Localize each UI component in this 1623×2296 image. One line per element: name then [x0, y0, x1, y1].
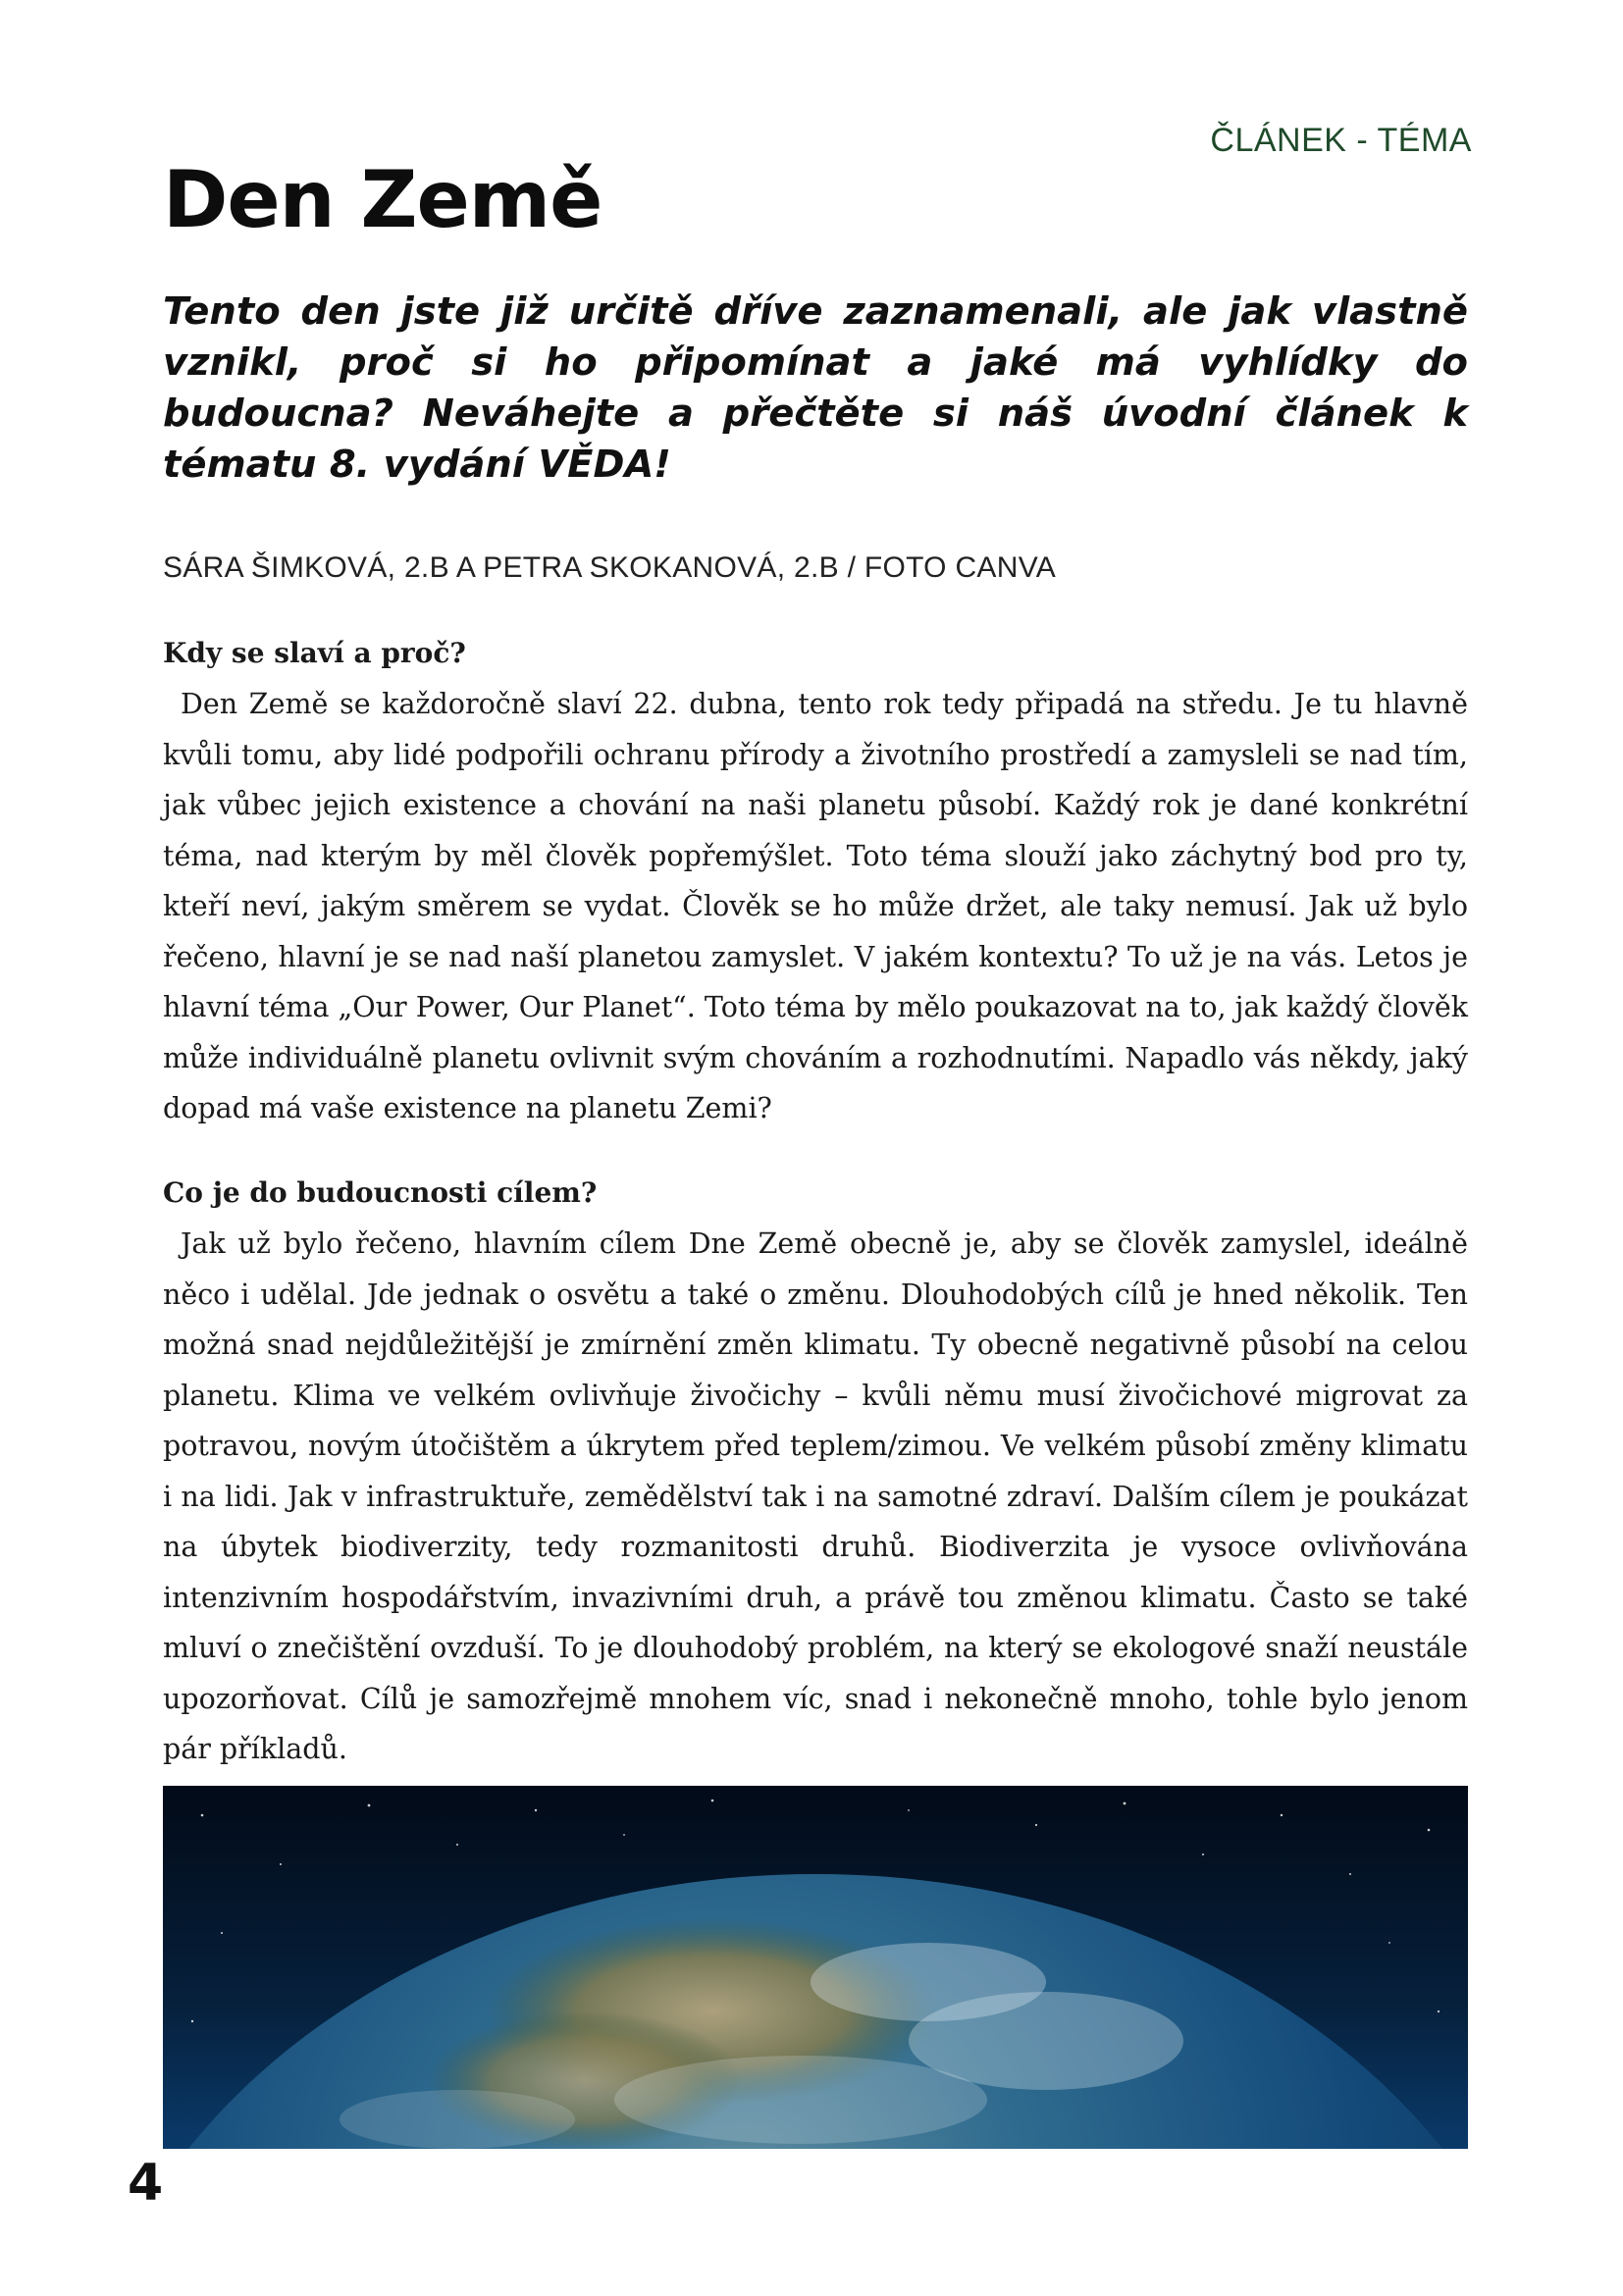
earth-illustration — [163, 1786, 1468, 2149]
article-lead: Tento den jste již určitě dříve zaznamenali, ale jak vlastně vznikl, proč si ho připomínat a jaké má vyhlídky do budoucna? Neváhejte a přečtěte si náš úvodní článek k tématu 8. vydání VĚDA! — [163, 289, 1468, 487]
section-heading: Kdy se slaví a proč? — [163, 637, 466, 669]
article-section-2 — [163, 1168, 1468, 1775]
article-byline: SÁRA ŠIMKOVÁ, 2.B A PETRA SKOKANOVÁ, 2.B / FOTO CANVA — [163, 551, 1057, 584]
section-body: Den Země se každoročně slaví 22. dubna, tento rok tedy připadá na středu. Je tu hlavně kvůli tomu, aby lidé podpořili ochranu přírody a životního prostředí a zamysleli se nad tím, jak vůbec jejich existence a chování na naši planetu působí. Každý rok je dané konkrétní téma, nad kterým by měl člověk popřemýšlet. Toto téma slouží jako záchytný bod pro ty, kteří neví, jakým směrem se vydat. Člověk se ho může držet, ale taky nemusí. Jak už bylo řečeno, hlavní je se nad naší planetou zamyslet. V jakém kontextu? To už je na vás. Letos je hlavní téma „Our Power, Our Planet“. Toto téma by mělo poukazovat na to, jak každý člověk může individuálně planetu ovlivnit svým chováním a rozhodnutími. Napadlo vás někdy, jaký dopad má vaše existence na planetu Zemi? — [163, 688, 1468, 1124]
section-heading: Co je do budoucnosti cílem? — [163, 1176, 598, 1209]
article-title: Den Země — [163, 154, 602, 245]
article-section-1 — [163, 628, 1468, 1134]
page-number: 4 — [128, 2154, 164, 2213]
section-tag: ČLÁNEK - TÉMA — [1210, 122, 1472, 159]
section-body: Jak už bylo řečeno, hlavním cílem Dne Země obecně je, aby se člověk zamyslel, ideálně něco i udělal. Jde jednak o osvětu a také o změnu. Dlouhodobých cílů je hned několik. Ten možná snad nejdůležitější je zmírnění změn klimatu. Ty obecně negativně působí na celou planetu. Klima ve velkém ovlivňuje živočichy – kvůli němu musí živočichové migrovat za potravou, novým útočištěm a úkrytem před teplem/zimou. Ve velkém působí změny klimatu i na lidi. Jak v infrastruktuře, zemědělství tak i na samotné zdraví. Dalším cílem je poukázat na úbytek biodiverzity, tedy rozmanitosti druhů. Biodiverzita je vysoce ovlivňována intenzivním hospodářstvím, invazivními druh, a právě tou změnou klimatu. Často se také mluví o znečištění ovzduší. To je dlouhodobý problém, na který se ekologové snaží neustále upozorňovat. Cílů je samozřejmě mnohem víc, snad i nekonečně mnoho, tohle bylo jenom pár příkladů. — [163, 1227, 1468, 1765]
earth-from-space-image — [163, 1786, 1468, 2149]
